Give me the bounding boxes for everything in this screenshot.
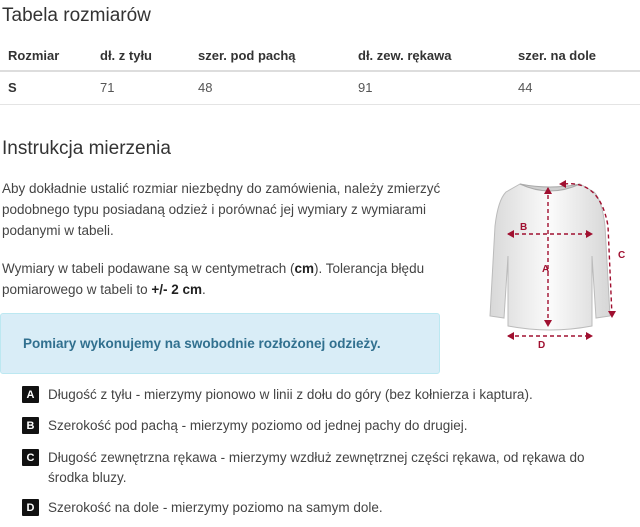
legend-text-c: Długość zewnętrzna rękawa - mierzymy wzdłuż zewnętrznej części rękawa, od rękawa do środka bluzy.	[48, 450, 585, 485]
legend-text-a: Długość z tyłu - mierzymy pionowo w linii z dołu do góry (bez kołnierza i kaptura).	[48, 387, 533, 402]
diagram-label-c: C	[618, 250, 626, 261]
info-callout	[0, 313, 440, 374]
column-header-chest-width: szer. pod pachą	[190, 40, 350, 71]
diagram-label-b: B	[520, 222, 528, 233]
size-table-title: Tabela rozmiarów	[2, 5, 151, 26]
units-text-a: Wymiary w tabeli podawane są w centymetrach (	[2, 261, 295, 276]
units-paragraph	[2, 258, 442, 300]
size-table-header-row	[0, 40, 640, 71]
badge-d: D	[22, 499, 39, 516]
cell-chest-width: 48	[190, 71, 350, 104]
instruction-paragraph: Aby dokładnie ustalić rozmiar niezbędny do zamówienia, należy zmierzyć podobnego typu posiadaną odzież i porównać jej wymiary z wymiarami podanymi w tabeli.	[2, 181, 441, 238]
badge-b: B	[22, 417, 39, 434]
diagram-label-d: D	[538, 340, 546, 350]
shirt-measurement-diagram	[468, 166, 640, 350]
cell-sleeve-length: 91	[350, 71, 510, 104]
cell-back-length: 71	[92, 71, 190, 104]
legend-text-b: Szerokość pod pachą - mierzymy poziomo od jednej pachy do drugiej.	[48, 418, 468, 433]
table-row	[0, 71, 640, 104]
column-header-back-length: dł. z tyłu	[92, 40, 190, 71]
tolerance-value: +/- 2 cm	[151, 282, 202, 297]
units-cm: cm	[294, 261, 315, 276]
arrow-d-left	[507, 332, 514, 340]
size-table	[0, 40, 640, 105]
column-header-size: Rozmiar	[0, 40, 92, 71]
units-text-b: ). Tolerancja błędu pomiarowego w tabeli to	[2, 261, 425, 297]
column-header-bottom-width: szer. na dole	[510, 40, 640, 71]
diagram-label-a: A	[542, 264, 550, 275]
measure-instructions-title: Instrukcja mierzenia	[2, 138, 171, 159]
badge-a: A	[22, 386, 39, 403]
units-text-c: .	[202, 282, 206, 297]
info-callout-text: Pomiary wykonujemy na swobodnie rozłożonej odzieży.	[23, 336, 381, 351]
legend-text-d: Szerokość na dole - mierzymy poziomo na samym dole.	[48, 500, 383, 515]
cell-size: S	[0, 71, 92, 104]
badge-c: C	[22, 449, 39, 466]
shirt-body-shape	[490, 184, 610, 330]
column-header-sleeve-length: dł. zew. rękawa	[350, 40, 510, 71]
shirt-diagram-svg	[468, 166, 640, 350]
arrow-d-right	[586, 332, 593, 340]
cell-bottom-width: 44	[510, 71, 640, 104]
